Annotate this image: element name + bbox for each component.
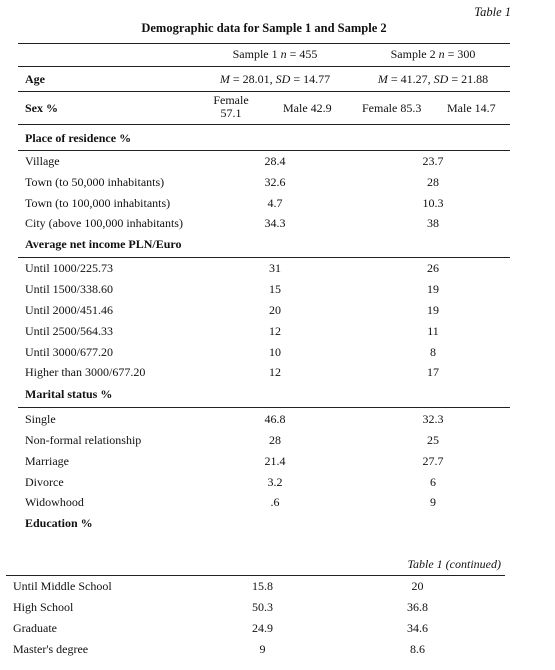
income-row-s2: 8 <box>430 345 436 359</box>
residence-row-s1: 32.6 <box>264 175 286 189</box>
income-label: Average net income PLN/Euro <box>25 237 182 251</box>
sample2-n-symbol: n <box>438 47 445 61</box>
income-row-label: Higher than 3000/677.20 <box>25 365 146 379</box>
income-row-label: Until 3000/677.20 <box>25 345 114 359</box>
sex-label: Sex % <box>25 101 58 115</box>
marital-row-s2: 6 <box>430 475 436 489</box>
marital-label: Marital status % <box>25 387 113 401</box>
income-row-s1: 10 <box>269 345 281 359</box>
marital-row-s2: 25 <box>427 433 439 447</box>
marital-row-s2: 9 <box>430 495 436 509</box>
marital-row-s1: 21.4 <box>264 454 286 468</box>
income-rule <box>18 257 510 258</box>
education-row-s2: 8.6 <box>410 642 425 656</box>
residence-rule <box>18 150 510 151</box>
sample2-n-value: = 300 <box>444 47 476 61</box>
residence-label: Place of residence % <box>25 131 132 145</box>
income-row-s2: 26 <box>427 261 439 275</box>
income-row-s2: 11 <box>427 324 439 338</box>
income-row-label: Until 1500/338.60 <box>25 282 114 296</box>
sex-s1-female-value: 57.1 <box>220 106 242 120</box>
sample1-n-value: = 455 <box>286 47 318 61</box>
education-row-label: Master's degree <box>13 642 89 656</box>
education-row-label: High School <box>13 600 74 614</box>
income-row-s2: 17 <box>427 365 439 379</box>
income-row-s2: 19 <box>427 282 439 296</box>
income-row-label: Until 2000/451.46 <box>25 303 114 317</box>
age-s2-sd-value: = 21.88 <box>448 72 489 86</box>
marital-row-label: Single <box>25 412 56 426</box>
age-s2-sd-symbol: SD <box>433 72 449 86</box>
education-row-s1: 24.9 <box>252 621 273 635</box>
age-s2-m-value: = 41.27, <box>387 72 434 86</box>
residence-row-s2: 28 <box>427 175 439 189</box>
marital-row-label: Non-formal relationship <box>25 433 142 447</box>
table-title: Demographic data for Sample 1 and Sample 2 <box>141 21 387 35</box>
marital-row-s1: 3.2 <box>267 475 283 489</box>
marital-row-s1: 28 <box>269 433 281 447</box>
income-row-s1: 12 <box>269 365 281 379</box>
age-rule <box>18 91 510 92</box>
education-row-s2: 36.8 <box>407 600 428 614</box>
age-s1-m-value: = 28.01, <box>229 72 276 86</box>
residence-row-label: Town (to 100,000 inhabitants) <box>25 196 171 210</box>
income-row-s1: 15 <box>269 282 281 296</box>
sample2-header <box>370 47 496 62</box>
marital-rule <box>18 407 510 408</box>
residence-row-s1: 28.4 <box>264 154 286 168</box>
marital-row-s2: 27.7 <box>422 454 444 468</box>
header-rule <box>18 66 510 67</box>
top-rule <box>18 43 510 44</box>
education-label: Education % <box>25 516 93 530</box>
income-row-s1: 12 <box>269 324 281 338</box>
age-label: Age <box>25 72 45 86</box>
age-s1-sd-value: = 14.77 <box>290 72 331 86</box>
sex-s1-female <box>206 94 256 120</box>
sample1-n-symbol: n <box>280 47 287 61</box>
residence-row-label: Village <box>25 154 60 168</box>
age-s1-sd-symbol: SD <box>275 72 291 86</box>
sex-s1-male: Male 42.9 <box>283 101 332 115</box>
sex-rule <box>18 124 510 125</box>
income-row-s1: 20 <box>269 303 281 317</box>
residence-row-s2: 23.7 <box>422 154 444 168</box>
marital-row-label: Divorce <box>25 475 64 489</box>
residence-row-s2: 38 <box>427 216 439 230</box>
residence-row-s2: 10.3 <box>422 196 444 210</box>
income-row-label: Until 1000/225.73 <box>25 261 114 275</box>
sex-s2-male: Male 14.7 <box>447 101 496 115</box>
education-row-label: Until Middle School <box>13 579 112 593</box>
age-s1-m-symbol: M <box>219 72 230 86</box>
education-row-label: Graduate <box>13 621 57 635</box>
residence-row-s1: 4.7 <box>267 196 283 210</box>
marital-row-label: Widowhood <box>25 495 84 509</box>
sample1-name: Sample 1 <box>232 47 278 61</box>
marital-row-s1: .6 <box>270 495 280 509</box>
sex-s2-female: Female 85.3 <box>362 101 422 115</box>
age-s2-m-symbol: M <box>377 72 388 86</box>
residence-row-s1: 34.3 <box>264 216 286 230</box>
income-row-label: Until 2500/564.33 <box>25 324 114 338</box>
residence-row-label: City (above 100,000 inhabitants) <box>25 216 183 230</box>
education-row-s1: 9 <box>259 642 266 656</box>
income-row-s2: 19 <box>427 303 439 317</box>
table-continued-label: Table 1 (continued) <box>407 557 501 571</box>
sex-s1-female-word: Female <box>213 93 249 107</box>
education-row-s1: 15.8 <box>252 579 273 593</box>
education-row-s2: 34.6 <box>407 621 428 635</box>
table-label: Table 1 <box>474 5 511 19</box>
age-sample1 <box>212 72 338 87</box>
sample1-header <box>212 47 338 62</box>
marital-row-label: Marriage <box>25 454 69 468</box>
income-row-s1: 31 <box>269 261 281 275</box>
sample2-name: Sample 2 <box>390 47 436 61</box>
education-row-s1: 50.3 <box>252 600 273 614</box>
marital-row-s1: 46.8 <box>264 412 286 426</box>
continued-rule <box>6 575 505 576</box>
age-sample2 <box>370 72 496 87</box>
residence-row-label: Town (to 50,000 inhabitants) <box>25 175 165 189</box>
marital-row-s2: 32.3 <box>422 412 444 426</box>
education-row-s2: 20 <box>411 579 424 593</box>
